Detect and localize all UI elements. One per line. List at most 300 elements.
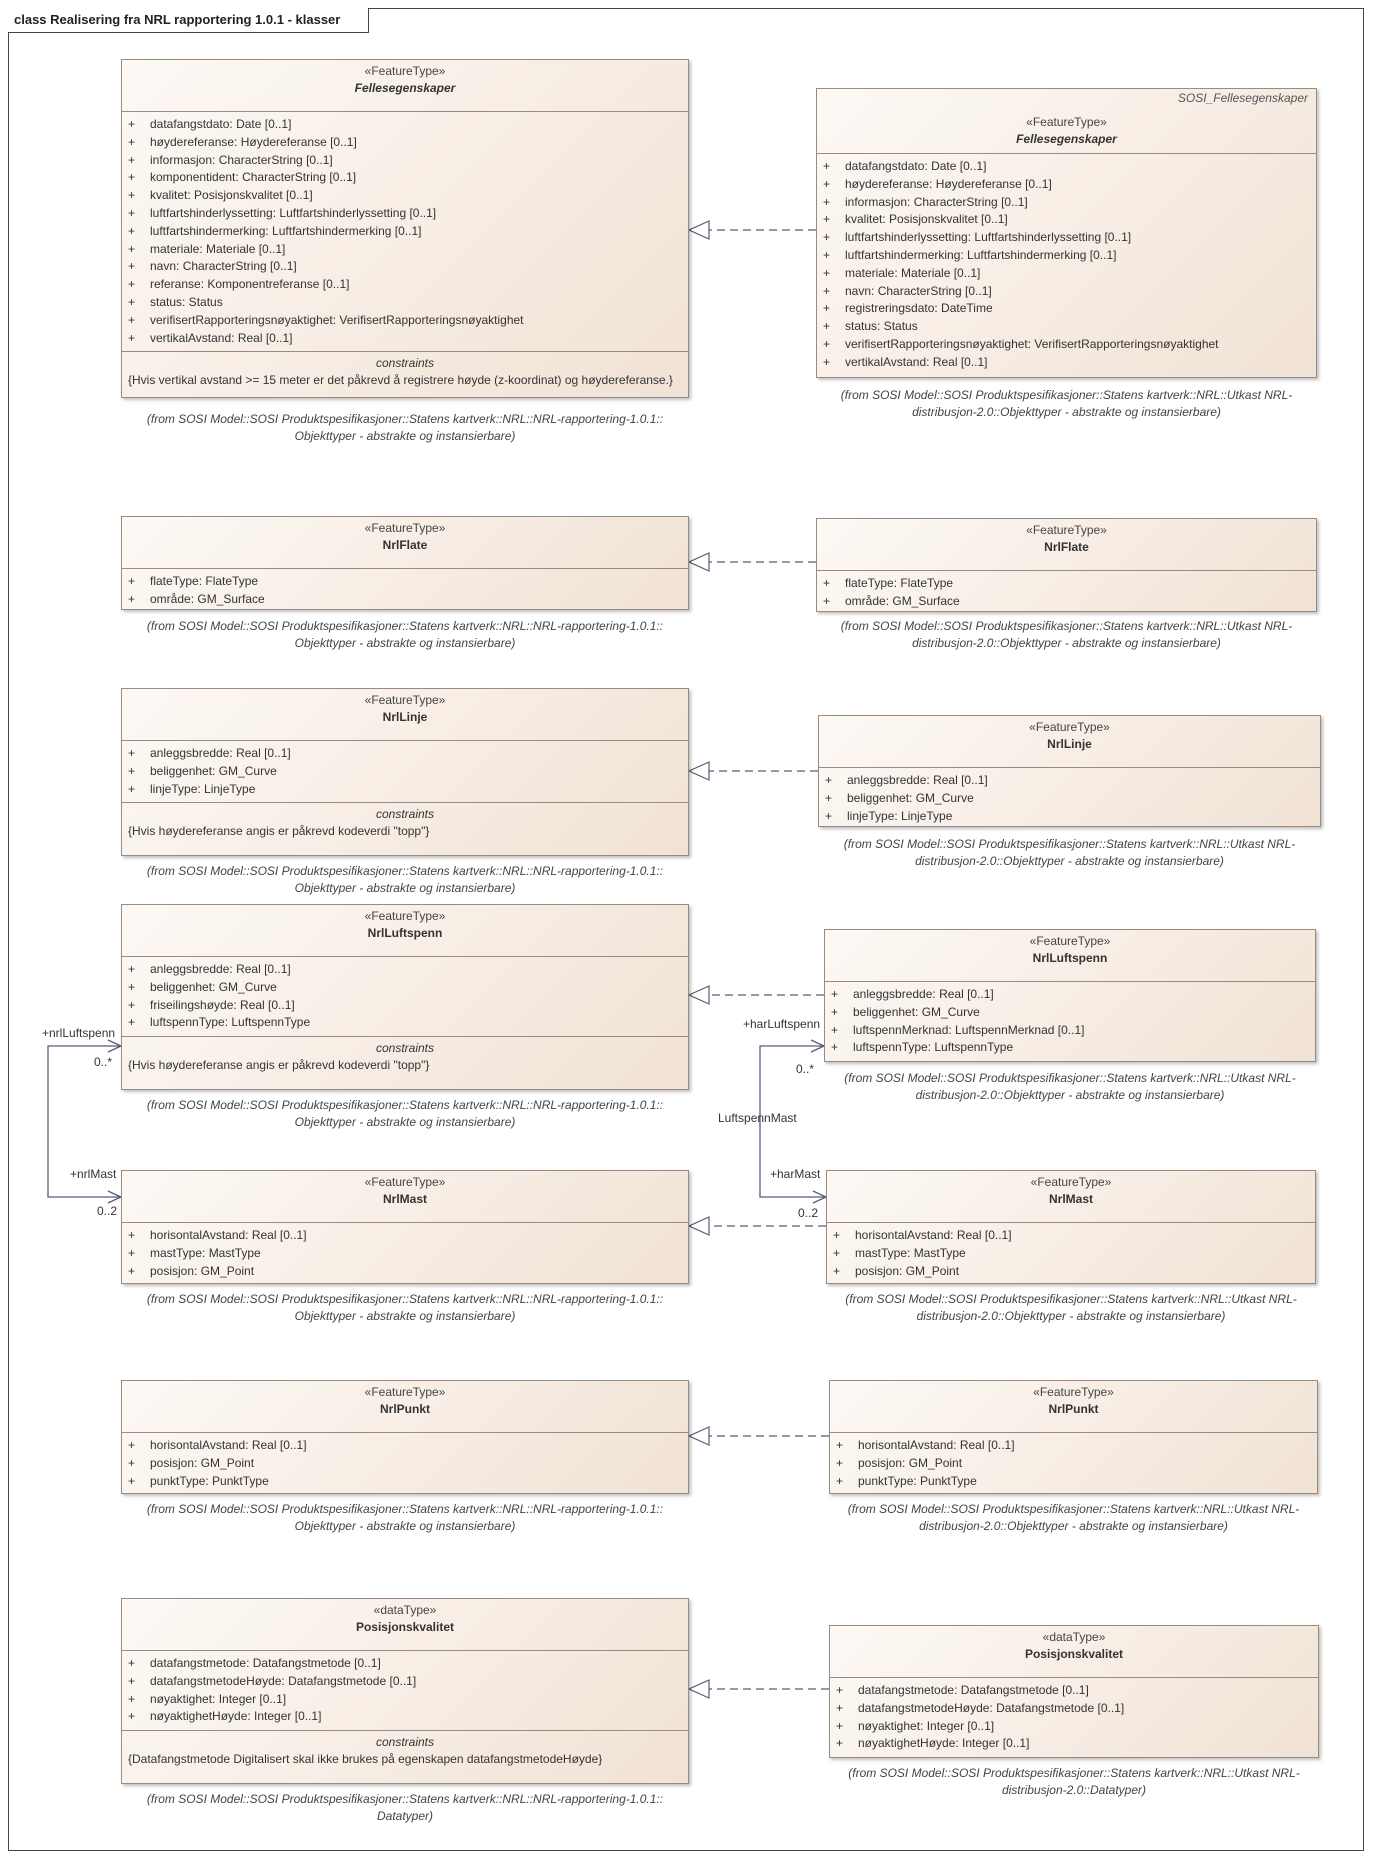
attribute-row[interactable] [831,1022,1309,1040]
stereotype: «FeatureType» [364,1385,446,1399]
visibility-marker: + [128,1656,136,1670]
attribute-text: område: GM_Surface [845,593,960,608]
class-origin-note [121,1791,689,1825]
attribute-text: materiale: Materiale [0..1] [150,241,286,256]
origin-line-1: (from SOSI Model::SOSI Produktspesifikasjoner::Statens kartverk::NRL::NRL-rapportering-1.0.1:: [146,619,664,633]
attribute-text: datafangstmetode: Datafangstmetode [0..1] [858,1683,1089,1697]
attribute-list [122,1223,688,1284]
visibility-marker: + [836,1700,844,1715]
attribute-row[interactable] [823,247,1310,265]
class-header [819,716,1320,768]
attribute-text: luftspennType: LuftspennType [150,1015,311,1030]
attribute-text: nøyaktighetHøyde: Integer [0..1] [150,1709,322,1724]
attribute-row[interactable] [831,1004,1309,1022]
label-harmast-multiplicity: 0..2 [798,1206,819,1220]
visibility-marker: + [128,1245,136,1260]
attribute-row[interactable] [128,169,682,187]
class-name: Fellesegenskaper [1016,132,1117,146]
attribute-row[interactable] [825,790,1314,808]
attribute-row[interactable] [823,336,1310,354]
class-header [825,930,1315,982]
origin-line-2: Objekttyper - abstrakte og instansierbare) [294,881,516,895]
attribute-text: linjeType: LinjeType [847,808,953,823]
attribute-text: kvalitet: Posisjonskvalitet [0..1] [845,212,1008,227]
constraints-section [122,351,688,392]
stereotype: «FeatureType» [364,521,446,535]
attribute-list [830,1678,1318,1757]
attribute-row[interactable] [836,1682,1312,1700]
origin-line-1: (from SOSI Model::SOSI Produktspesifikasjoner::Statens kartverk::NRL::NRL-rapportering-1.0.1:: [146,1098,664,1112]
association-right-to-mast [760,1120,826,1197]
attribute-row[interactable] [128,1655,682,1673]
attribute-text: navn: CharacterString [0..1] [845,283,992,298]
attribute-text: luftspennType: LuftspennType [853,1040,1014,1055]
stereotype: «FeatureType» [1030,1175,1112,1189]
attribute-row[interactable] [128,223,682,241]
class-origin-note [816,618,1317,652]
attribute-row[interactable] [823,229,1310,247]
constraint-text: {Hvis høydereferanse angis er påkrevd kodeverdi "topp"} [128,1058,430,1073]
attribute-row[interactable] [833,1245,1309,1263]
class-header [827,1171,1315,1223]
association-right-to-luftspenn [760,1046,824,1120]
visibility-marker: + [836,1473,844,1488]
class-origin-note [121,411,689,445]
attribute-list [122,1433,688,1494]
class-name: Posisjonskvalitet [1024,1647,1124,1661]
class-name: NrlPunkt [1048,1402,1099,1416]
visibility-marker: + [128,781,136,796]
class-fellesegenskaper-rapportering[interactable] [121,59,689,398]
constraints-title: constraints [375,1735,435,1750]
visibility-marker: + [128,134,136,149]
attribute-list [817,571,1316,615]
label-nrlmast-multiplicity: 0..2 [97,1204,118,1218]
attribute-text: punktType: PunktType [150,1473,269,1488]
attribute-text: nøyaktighet: Integer [0..1] [858,1718,995,1733]
label-nrlluftspenn-multiplicity: 0..* [94,1055,113,1069]
attribute-row[interactable] [836,1473,1311,1491]
attribute-text: verifisertRapporteringsnøyaktighet: VerifisertRapporteringsnøyaktighet [150,312,524,327]
attribute-list [122,957,688,1036]
visibility-marker: + [128,962,136,976]
attribute-row[interactable] [128,979,682,997]
class-header [122,905,688,957]
label-nrlluftspenn-role: +nrlLuftspenn [42,1026,116,1040]
origin-line-1: (from SOSI Model::SOSI Produktspesifikasjoner::Statens kartverk::NRL::Utkast NRL- [848,1766,1300,1780]
origin-line-2: Datatyper) [376,1809,434,1823]
attribute-text: informasjon: CharacterString [0..1] [150,152,333,167]
attribute-list [122,112,688,351]
visibility-marker: + [833,1228,841,1242]
origin-line-2: distribusjon-2.0::Objekttyper - abstrakte og instansierbare) [915,854,1224,868]
attribute-row[interactable] [823,283,1310,301]
attribute-row[interactable] [823,300,1310,318]
origin-line-1: (from SOSI Model::SOSI Produktspesifikasjoner::Statens kartverk::NRL::Utkast NRL- [844,1071,1296,1085]
class-header [122,1171,688,1223]
constraints-section [122,1730,688,1771]
attribute-text: flateType: FlateType [150,574,259,588]
attribute-text: beliggenhet: GM_Curve [853,1004,980,1019]
attribute-row[interactable] [823,194,1310,212]
class-header [830,1626,1318,1678]
visibility-marker: + [836,1455,844,1470]
attribute-list [122,741,688,802]
visibility-marker: + [825,773,833,787]
visibility-marker: + [836,1683,844,1697]
visibility-marker: + [823,194,831,209]
attribute-text: posisjon: GM_Point [150,1455,255,1470]
visibility-marker: + [128,1691,136,1706]
constraints-section [122,1036,688,1077]
origin-line-2: Objekttyper - abstrakte og instansierbare) [294,1115,516,1129]
visibility-marker: + [836,1438,844,1452]
class-nrlluftspenn-distribusjon[interactable] [824,929,1316,1062]
origin-line-1: (from SOSI Model::SOSI Produktspesifikasjoner::Statens kartverk::NRL::NRL-rapportering-1.0.1:: [146,1792,664,1806]
package-name: SOSI_Fellesegenskaper [1177,91,1308,105]
visibility-marker: + [831,1040,839,1055]
attribute-row[interactable] [128,591,682,609]
visibility-marker: + [128,1263,136,1278]
class-header [817,89,1316,154]
class-header [122,1381,688,1433]
attribute-row[interactable] [823,265,1310,283]
origin-line-1: (from SOSI Model::SOSI Produktspesifikasjoner::Statens kartverk::NRL::Utkast NRL- [843,837,1296,851]
class-origin-note [829,1501,1318,1535]
attribute-text: komponentident: CharacterString [0..1] [150,170,357,185]
attribute-text: område: GM_Surface [150,591,265,606]
origin-line-2: Objekttyper - abstrakte og instansierbare) [294,1309,516,1323]
visibility-marker: + [128,1228,136,1242]
class-header [122,689,688,741]
attribute-row[interactable] [823,318,1310,336]
attribute-text: høydereferanse: Høydereferanse [0..1] [150,134,357,149]
visibility-marker: + [831,987,839,1001]
attribute-row[interactable] [128,781,682,799]
constraints-title: constraints [375,807,435,822]
visibility-marker: + [836,1736,844,1751]
origin-line-2: distribusjon-2.0::Objekttyper - abstrakte og instansierbare) [912,405,1221,419]
label-harluftspenn-role: +harLuftspenn [743,1017,821,1031]
visibility-marker: + [128,1455,136,1470]
attribute-row[interactable] [128,187,682,205]
class-nrlmast-distribusjon[interactable] [826,1170,1316,1284]
visibility-marker: + [831,1022,839,1037]
attribute-row[interactable] [836,1735,1312,1753]
class-origin-note [824,1070,1316,1104]
visibility-marker: + [825,808,833,823]
attribute-row[interactable] [836,1455,1311,1473]
visibility-marker: + [833,1263,841,1278]
visibility-marker: + [823,301,831,316]
visibility-marker: + [128,259,136,274]
attribute-row[interactable] [128,330,682,348]
label-nrlmast-role: +nrlMast [70,1167,117,1181]
attribute-row[interactable] [128,1673,682,1691]
attribute-text: status: Status [150,294,223,309]
attribute-row[interactable] [128,1708,682,1726]
visibility-marker: + [823,283,831,298]
attribute-row[interactable] [128,997,682,1015]
attribute-text: anleggsbredde: Real [0..1] [150,746,291,760]
class-nrlpunkt-rapportering[interactable] [121,1380,689,1494]
class-name: Posisjonskvalitet [355,1620,455,1634]
attribute-text: datafangstdato: Date [0..1] [150,117,292,131]
stereotype: «FeatureType» [364,1175,446,1189]
stereotype: «FeatureType» [1026,115,1107,129]
attribute-text: luftfartshindermerking: Luftfartshindermerking [0..1] [845,247,1117,262]
stereotype: «dataType» [373,1603,437,1617]
attribute-row[interactable] [825,772,1314,790]
class-nrllinje-rapportering[interactable] [121,688,689,856]
visibility-marker: + [128,312,136,327]
attribute-text: vertikalAvstand: Real [0..1] [845,354,988,369]
visibility-marker: + [831,1004,839,1019]
attribute-row[interactable] [831,1039,1309,1057]
origin-line-2: Objekttyper - abstrakte og instansierbare) [294,429,516,443]
class-origin-note [829,1765,1319,1799]
origin-line-2: distribusjon-2.0::Objekttyper - abstrakte og instansierbare) [912,636,1221,650]
attribute-text: anleggsbredde: Real [0..1] [150,962,291,976]
attribute-text: mastType: MastType [150,1245,261,1260]
class-header [122,517,688,569]
class-name: NrlLinje [382,710,428,724]
attribute-row[interactable] [128,276,682,294]
constraints-section [122,802,688,843]
class-origin-note [121,863,689,897]
attribute-text: beliggenhet: GM_Curve [150,763,277,778]
attribute-row[interactable] [128,1473,682,1491]
attribute-text: horisontalAvstand: Real [0..1] [150,1228,307,1242]
class-name: NrlLuftspenn [367,926,443,940]
constraint-text: {Hvis høydereferanse angis er påkrevd kodeverdi "topp"} [128,824,430,839]
visibility-marker: + [823,159,831,173]
stereotype: «FeatureType» [364,64,446,78]
class-nrllinje-distribusjon[interactable] [818,715,1321,827]
attribute-text: status: Status [845,319,918,334]
attribute-text: posisjon: GM_Point [858,1455,963,1470]
origin-line-2: distribusjon-2.0::Objekttyper - abstrakte og instansierbare) [919,1519,1228,1533]
attribute-row[interactable] [825,808,1314,826]
attribute-row[interactable] [128,745,682,763]
diagram-title: class Realisering fra NRL rapportering 1.0.1 - klasser [8,8,369,33]
attribute-text: anleggsbredde: Real [0..1] [847,773,988,787]
class-fellesegenskaper-distribusjon[interactable] [816,88,1317,378]
class-origin-note [121,1097,689,1131]
attribute-list [827,1223,1315,1284]
class-name: NrlMast [382,1192,427,1206]
attribute-text: posisjon: GM_Point [150,1263,255,1278]
attribute-row[interactable] [128,258,682,276]
attribute-row[interactable] [836,1718,1312,1736]
attribute-text: materiale: Materiale [0..1] [845,265,981,280]
attribute-text: luftfartshinderlyssetting: Luftfartshinderlyssetting [0..1] [845,230,1132,245]
attribute-text: linjeType: LinjeType [150,781,256,796]
attribute-row[interactable] [823,575,1310,593]
attribute-row[interactable] [823,354,1310,372]
attribute-text: verifisertRapporteringsnøyaktighet: VerifisertRapporteringsnøyaktighet [845,336,1219,351]
attribute-row[interactable] [128,1245,682,1263]
attribute-text: navn: CharacterString [0..1] [150,259,297,274]
attribute-row[interactable] [836,1700,1312,1718]
attribute-row[interactable] [128,1014,682,1032]
attribute-list [825,982,1315,1061]
visibility-marker: + [128,1015,136,1030]
attribute-row[interactable] [128,763,682,781]
attribute-row[interactable] [128,1437,682,1455]
attribute-text: nøyaktighetHøyde: Integer [0..1] [858,1736,1030,1751]
class-nrlmast-rapportering[interactable] [121,1170,689,1284]
class-header [122,60,688,112]
visibility-marker: + [823,230,831,245]
class-nrlflate-rapportering[interactable] [121,516,689,610]
attribute-row[interactable] [128,1455,682,1473]
origin-line-2: distribusjon-2.0::Objekttyper - abstrakte og instansierbare) [915,1088,1225,1102]
attribute-text: referanse: Komponentreferanse [0..1] [150,277,350,292]
class-nrlluftspenn-rapportering[interactable] [121,904,689,1090]
attribute-text: datafangstmetodeHøyde: Datafangstmetode [0..1] [858,1700,1125,1715]
attribute-text: nøyaktighet: Integer [0..1] [150,1691,287,1706]
visibility-marker: + [823,319,831,334]
origin-line-2: Objekttyper - abstrakte og instansierbare) [294,1519,516,1533]
class-origin-note [121,1501,689,1535]
visibility-marker: + [128,1473,136,1488]
visibility-marker: + [823,576,831,590]
attribute-text: luftfartshindermerking: Luftfartshindermerking [0..1] [150,223,422,238]
visibility-marker: + [128,205,136,220]
visibility-marker: + [128,241,136,256]
class-nrlflate-distribusjon[interactable] [816,518,1317,612]
origin-line-1: (from SOSI Model::SOSI Produktspesifikasjoner::Statens kartverk::NRL::Utkast NRL- [847,1502,1300,1516]
visibility-marker: + [128,979,136,994]
attribute-text: datafangstdato: Date [0..1] [845,159,987,173]
attribute-row[interactable] [128,294,682,312]
attribute-row[interactable] [831,986,1309,1004]
attribute-row[interactable] [823,211,1310,229]
attribute-row[interactable] [833,1263,1309,1281]
visibility-marker: + [825,790,833,805]
visibility-marker: + [128,997,136,1012]
constraints-title: constraints [375,1041,435,1056]
attribute-row[interactable] [128,1227,682,1245]
attribute-text: datafangstmetodeHøyde: Datafangstmetode [0..1] [150,1673,417,1688]
attribute-text: informasjon: CharacterString [0..1] [845,194,1028,209]
visibility-marker: + [823,247,831,262]
visibility-marker: + [823,265,831,280]
visibility-marker: + [128,591,136,606]
attribute-list [122,1651,688,1730]
attribute-row[interactable] [823,593,1310,611]
attribute-row[interactable] [823,176,1310,194]
attribute-row[interactable] [128,573,682,591]
stereotype: «FeatureType» [364,693,446,707]
attribute-text: beliggenhet: GM_Curve [150,979,277,994]
class-posisjonskvalitet-distribusjon[interactable] [829,1625,1319,1758]
class-name: NrlMast [1048,1192,1093,1206]
origin-line-2: distribusjon-2.0::Datatyper) [1001,1783,1147,1797]
class-name: NrlLinje [1047,737,1092,751]
attribute-row[interactable] [128,152,682,170]
origin-line-1: (from SOSI Model::SOSI Produktspesifikasjoner::Statens kartverk::NRL::NRL-rapportering-1.0.1:: [146,1502,664,1516]
attribute-text: beliggenhet: GM_Curve [847,790,974,805]
visibility-marker: + [128,188,136,203]
constraint-text: {Datafangstmetode Digitalisert skal ikke brukes på egenskapen datafangstmetodeHøyde} [128,1752,603,1767]
attribute-row[interactable] [128,241,682,259]
visibility-marker: + [823,336,831,351]
visibility-marker: + [128,223,136,238]
visibility-marker: + [823,354,831,369]
visibility-marker: + [128,1673,136,1688]
visibility-marker: + [128,763,136,778]
origin-line-2: Objekttyper - abstrakte og instansierbare) [294,636,516,650]
class-name: NrlPunkt [379,1402,430,1416]
visibility-marker: + [833,1245,841,1260]
visibility-marker: + [128,152,136,167]
label-association-name: LuftspennMast [718,1111,797,1125]
visibility-marker: + [128,170,136,185]
attribute-row[interactable] [833,1227,1309,1245]
attribute-row[interactable] [128,961,682,979]
attribute-text: friseilingshøyde: Real [0..1] [150,997,295,1012]
class-nrlpunkt-distribusjon[interactable] [829,1380,1318,1494]
attribute-text: anleggsbredde: Real [0..1] [853,987,994,1001]
attribute-text: mastType: MastType [855,1245,966,1260]
association-left-to-mast [48,1120,121,1197]
attribute-text: datafangstmetode: Datafangstmetode [0..1] [150,1656,381,1670]
attribute-row[interactable] [128,134,682,152]
origin-line-1: (from SOSI Model::SOSI Produktspesifikasjoner::Statens kartverk::NRL::NRL-rapportering-1.0.1:: [146,1292,664,1306]
attribute-row[interactable] [836,1437,1311,1455]
attribute-row[interactable] [128,205,682,223]
attribute-row[interactable] [128,312,682,330]
attribute-text: registreringsdato: DateTime [845,301,993,316]
attribute-row[interactable] [128,1263,682,1281]
visibility-marker: + [836,1718,844,1733]
origin-line-1: (from SOSI Model::SOSI Produktspesifikasjoner::Statens kartverk::NRL::NRL-rapportering-1.0.1:: [146,864,664,878]
visibility-marker: + [128,1709,136,1724]
origin-line-1: (from SOSI Model::SOSI Produktspesifikasjoner::Statens kartverk::NRL::Utkast NRL- [840,619,1293,633]
stereotype: «FeatureType» [1029,934,1111,948]
constraints-title: constraints [375,356,435,371]
attribute-list [122,569,688,613]
attribute-list [819,768,1320,829]
origin-line-1: (from SOSI Model::SOSI Produktspesifikasjoner::Statens kartverk::NRL::Utkast NRL- [845,1292,1297,1306]
stereotype: «dataType» [1042,1630,1106,1644]
class-origin-note [826,1291,1316,1325]
class-name: NrlLuftspenn [1032,951,1108,965]
attribute-list [817,154,1316,376]
attribute-text: kvalitet: Posisjonskvalitet [0..1] [150,188,313,203]
stereotype: «FeatureType» [364,909,446,923]
class-name: NrlFlate [382,538,428,552]
attribute-row[interactable] [823,158,1310,176]
attribute-text: horisontalAvstand: Real [0..1] [858,1438,1015,1452]
class-header [830,1381,1317,1433]
attribute-row[interactable] [128,116,682,134]
attribute-list [830,1433,1317,1494]
attribute-row[interactable] [128,1691,682,1709]
visibility-marker: + [823,212,831,227]
visibility-marker: + [823,176,831,191]
stereotype: «FeatureType» [1029,720,1110,734]
class-origin-note [121,1291,689,1325]
class-posisjonskvalitet-rapportering[interactable] [121,1598,689,1784]
visibility-marker: + [128,294,136,309]
class-origin-note [816,387,1317,421]
origin-line-1: (from SOSI Model::SOSI Produktspesifikasjoner::Statens kartverk::NRL::Utkast NRL- [840,388,1293,402]
visibility-marker: + [823,593,831,608]
origin-line-2: distribusjon-2.0::Objekttyper - abstrakte og instansierbare) [916,1309,1226,1323]
